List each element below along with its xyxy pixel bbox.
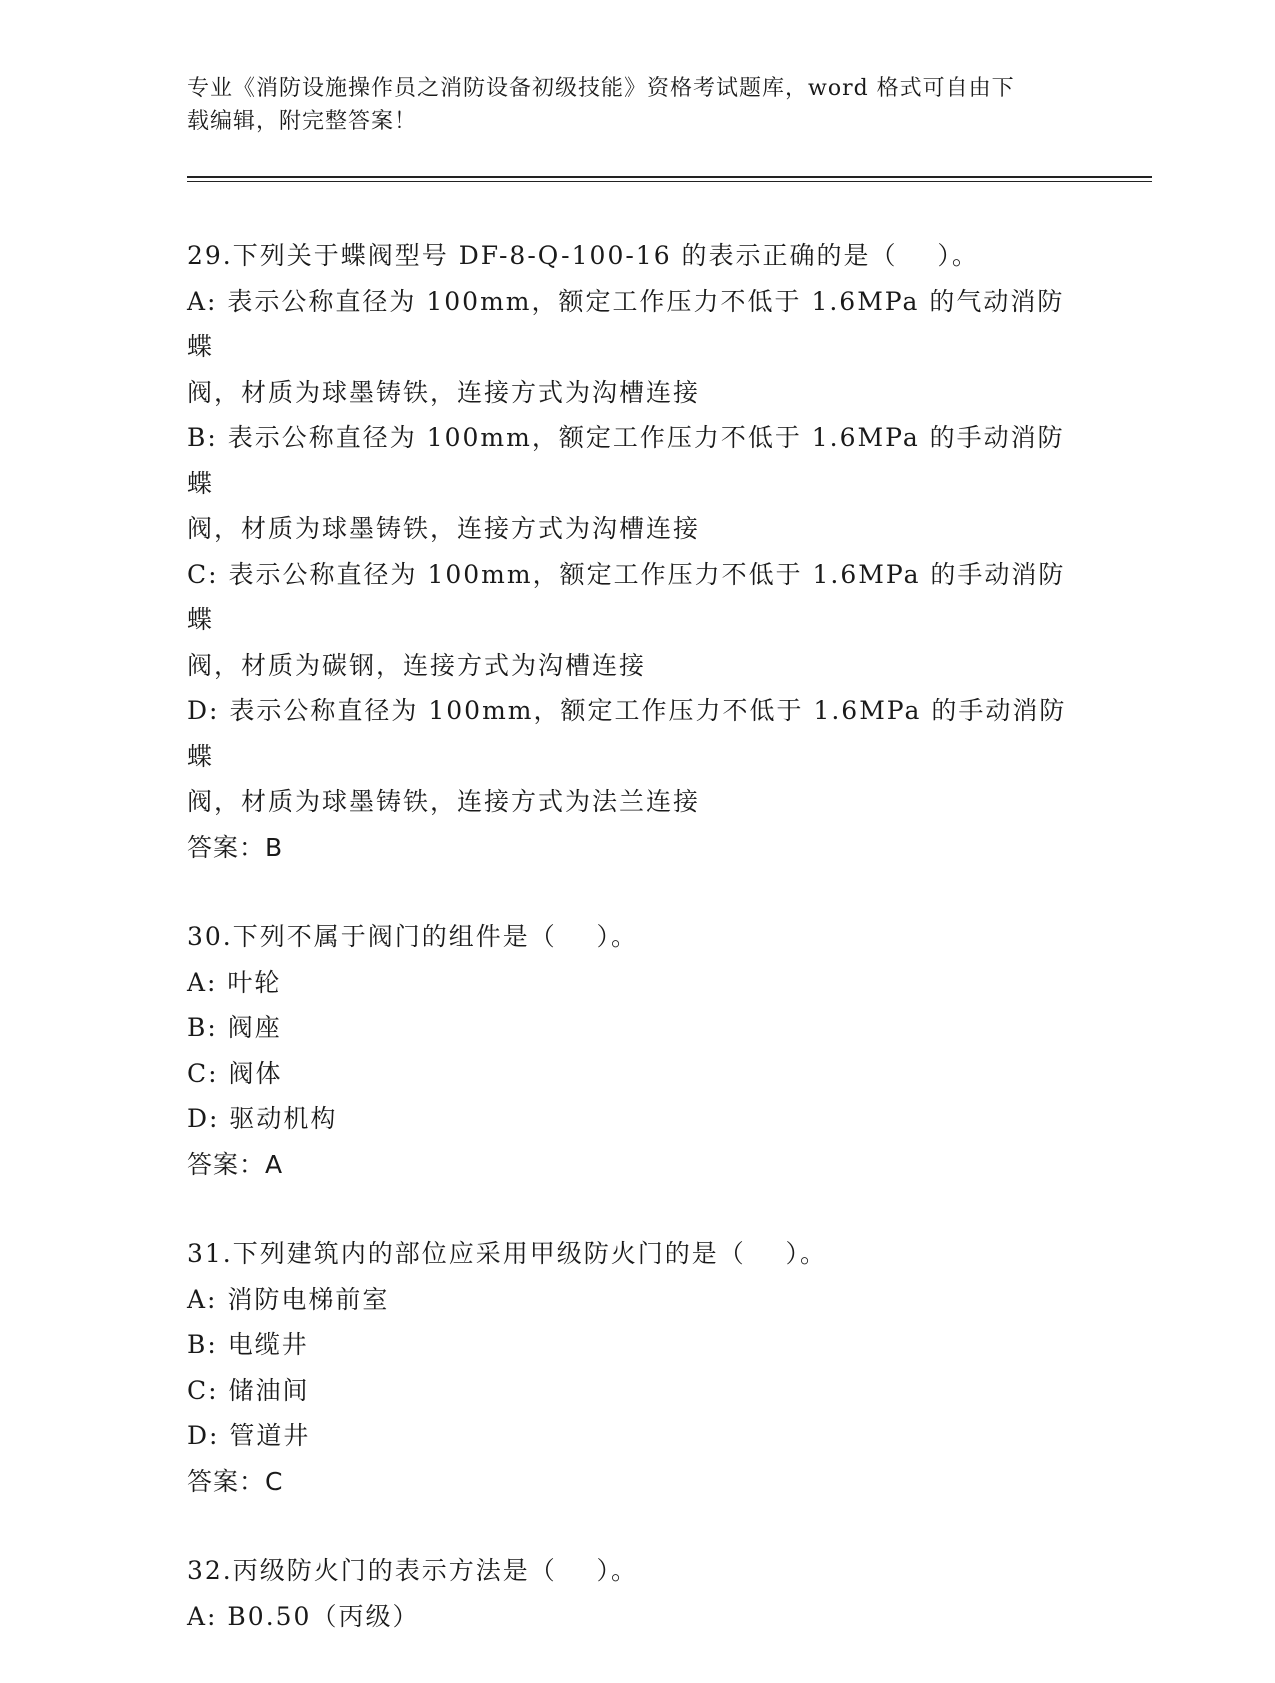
question-stem: 30.下列不属于阀门的组件是（ ）。 — [187, 922, 639, 951]
question-list — [187, 233, 1087, 1683]
option-item — [187, 415, 1087, 552]
question-block — [187, 1548, 1087, 1639]
header-line-1: 专业《消防设施操作员之消防设备初级技能》资格考试题库，word 格式可自由下 — [187, 76, 1015, 101]
option-text-line: A: 叶轮 — [187, 967, 282, 997]
option-item — [187, 552, 1087, 689]
answer-text: 答案：B — [187, 832, 284, 862]
option-item — [187, 1322, 1087, 1368]
option-text-line: C: 阀体 — [187, 1058, 283, 1088]
option-text-line: D: 表示公称直径为 100mm，额定工作压力不低于 1.6MPa 的手动消防蝶 — [187, 696, 1067, 771]
option-text-line: D: 管道井 — [187, 1421, 311, 1450]
option-item — [187, 1096, 1087, 1142]
answer-text: 答案：C — [187, 1466, 284, 1496]
option-text-line: 阀，材质为球墨铸铁，连接方式为沟槽连接 — [187, 377, 701, 407]
document-header — [187, 72, 1067, 138]
option-text-line: 阀，材质为球墨铸铁，连接方式为法兰连接 — [187, 787, 701, 816]
option-text-line: B: 电缆井 — [187, 1330, 309, 1359]
option-item — [187, 1594, 1087, 1640]
question-stem: 31.下列建筑内的部位应采用甲级防火门的是（ ）。 — [187, 1239, 828, 1268]
question-stem: 32.丙级防火门的表示方法是（ ）。 — [187, 1556, 639, 1585]
option-item — [187, 279, 1087, 416]
option-item — [187, 1413, 1087, 1459]
option-text-line: A: B0.50（丙级） — [187, 1601, 420, 1631]
option-item — [187, 1277, 1087, 1323]
option-text-line: B: 阀座 — [187, 1013, 282, 1042]
option-text-line: B: 表示公称直径为 100mm，额定工作压力不低于 1.6MPa 的手动消防蝶 — [187, 423, 1065, 498]
option-text-line: C: 储油间 — [187, 1375, 310, 1405]
option-text-line: D: 驱动机构 — [187, 1104, 338, 1133]
option-text-line: A: 表示公称直径为 100mm，额定工作压力不低于 1.6MPa 的气动消防蝶 — [187, 286, 1065, 361]
question-block — [187, 914, 1087, 1187]
question-stem: 29.下列关于蝶阀型号 DF-8-Q-100-16 的表示正确的是（ ）。 — [187, 241, 979, 270]
option-item — [187, 688, 1087, 825]
question-block — [187, 233, 1087, 870]
option-text-line: 阀，材质为碳钢，连接方式为沟槽连接 — [187, 650, 647, 680]
option-text-line: A: 消防电梯前室 — [187, 1284, 390, 1314]
question-block — [187, 1231, 1087, 1504]
option-text-line: C: 表示公称直径为 100mm，额定工作压力不低于 1.6MPa 的手动消防蝶 — [187, 559, 1066, 634]
option-text-line: 阀，材质为球墨铸铁，连接方式为沟槽连接 — [187, 514, 701, 543]
header-line-2: 载编辑，附完整答案！ — [187, 109, 418, 134]
header-divider-thick — [187, 176, 1152, 178]
answer-text: 答案：A — [187, 1149, 284, 1179]
option-item — [187, 960, 1087, 1006]
option-item — [187, 1051, 1087, 1097]
option-item — [187, 1368, 1087, 1414]
header-divider-thin — [187, 181, 1152, 182]
option-item — [187, 1005, 1087, 1051]
